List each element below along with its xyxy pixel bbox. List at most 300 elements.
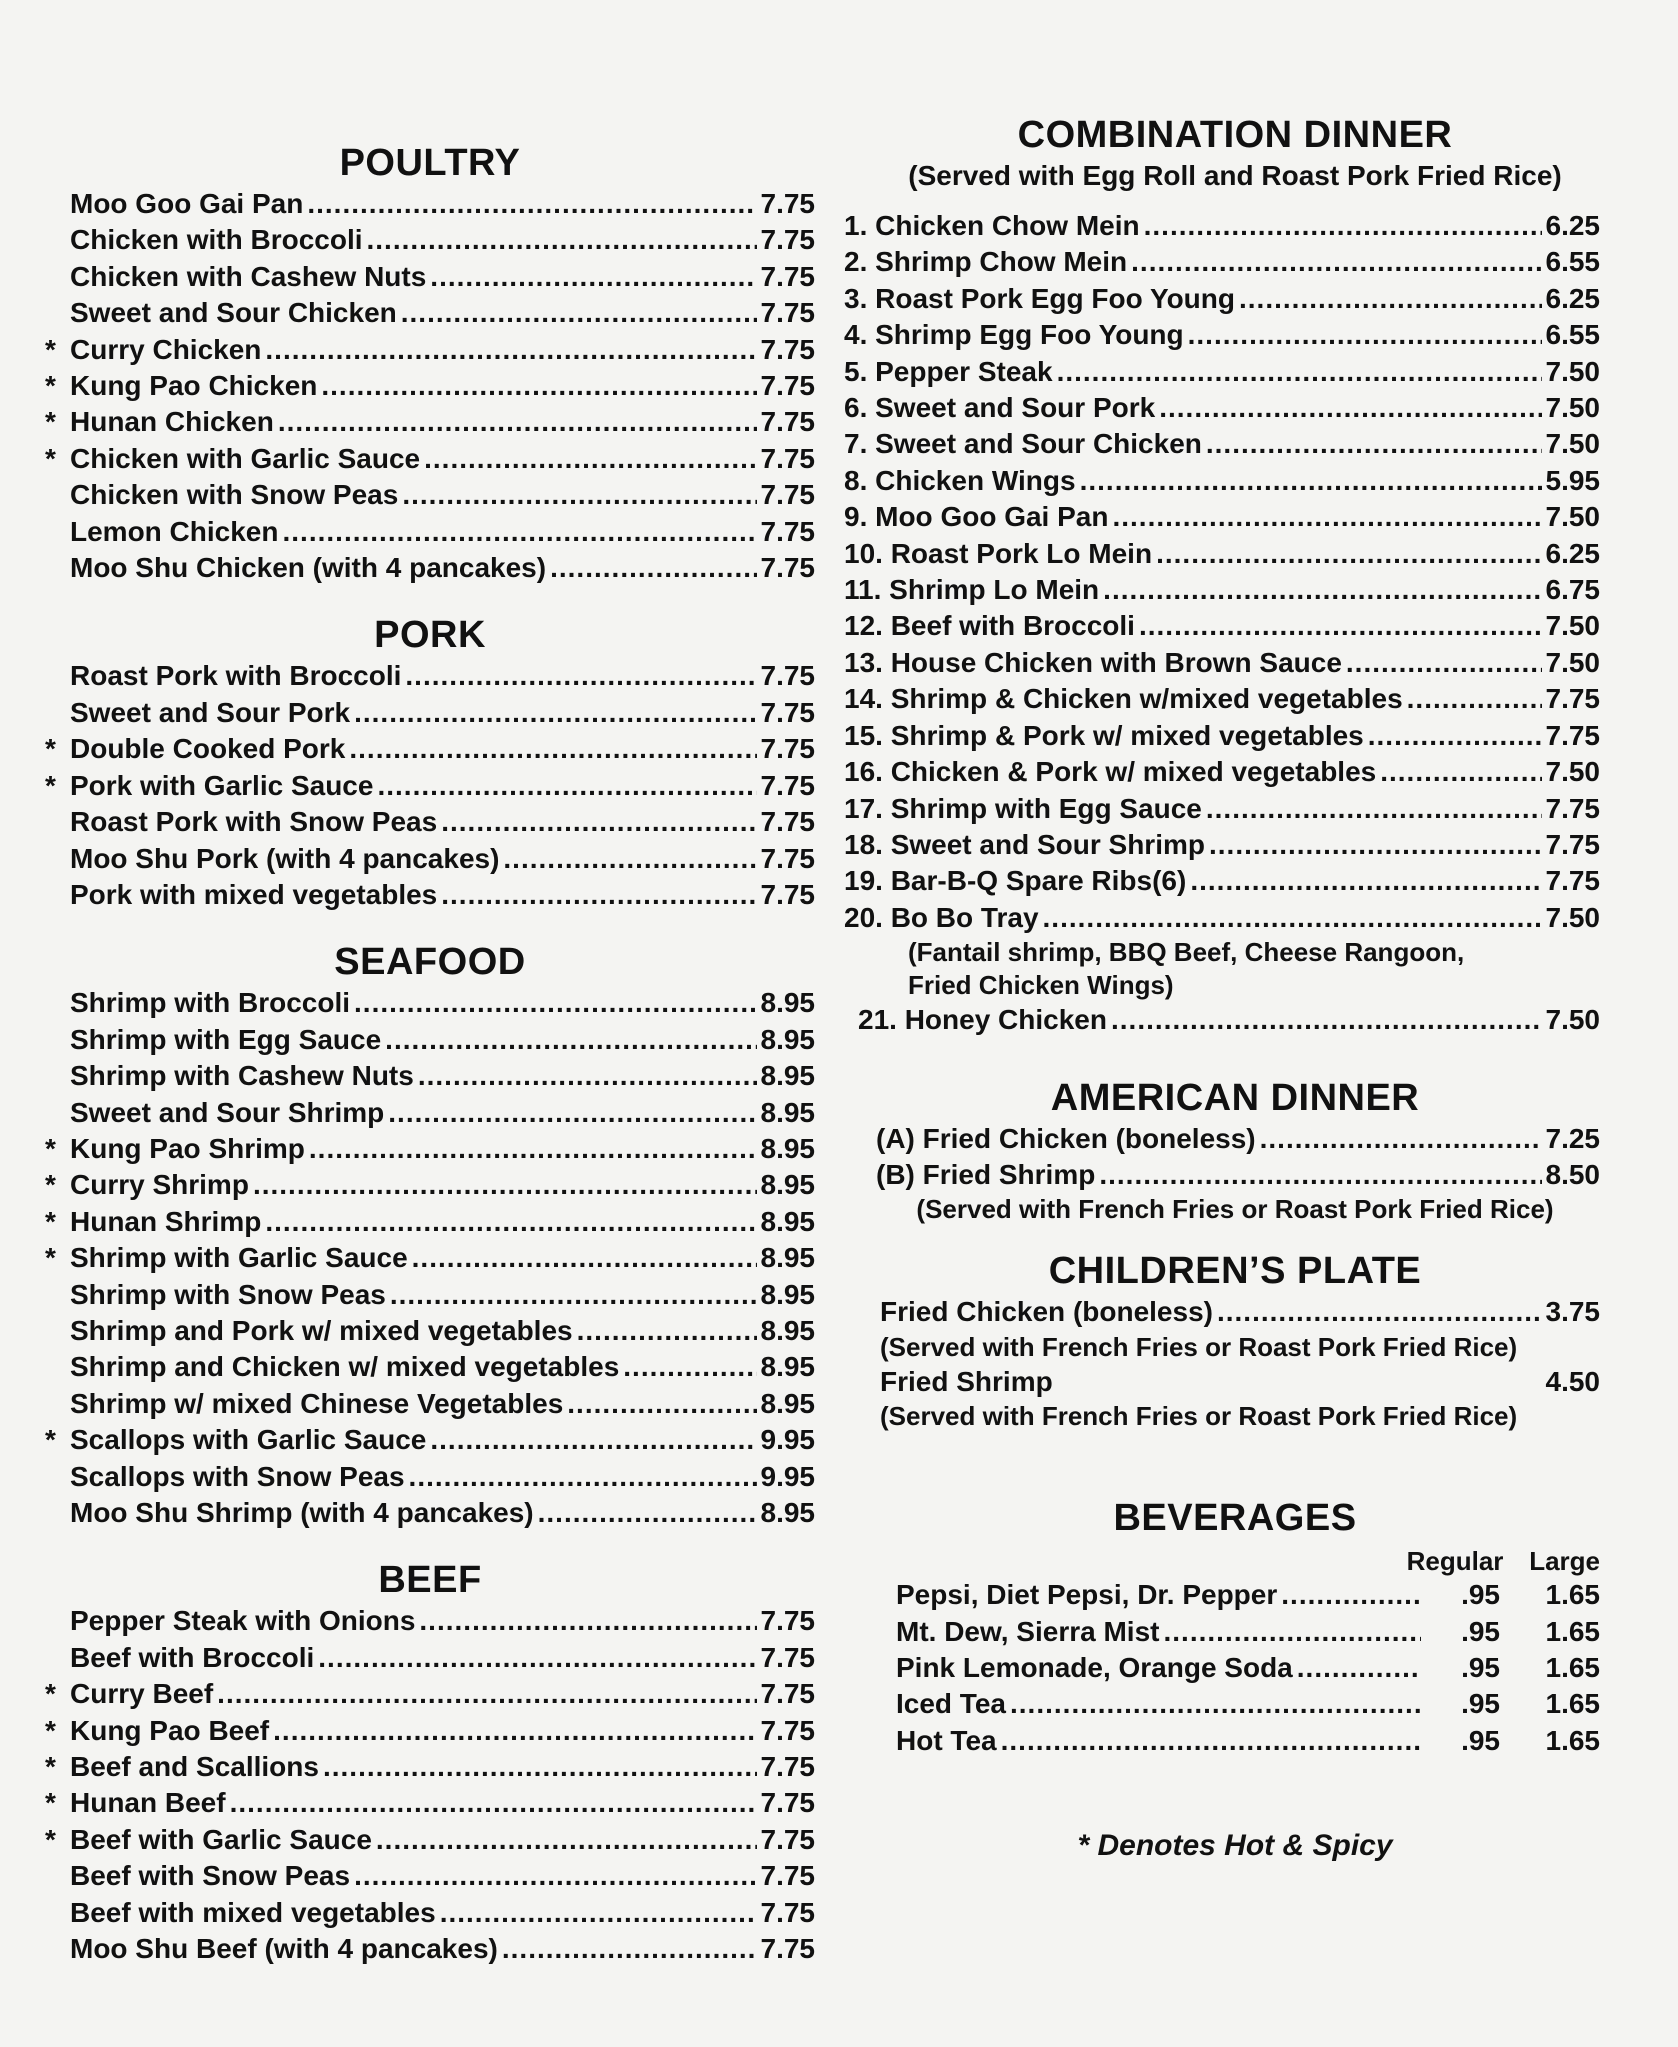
menu-item xyxy=(844,354,1600,390)
leader-dots xyxy=(217,1676,756,1712)
leader-dots xyxy=(1206,426,1542,462)
leader-dots xyxy=(376,1822,757,1858)
seafood-section xyxy=(45,939,815,1531)
leader-dots xyxy=(265,332,756,368)
beef-section xyxy=(45,1557,815,1967)
menu-item xyxy=(45,514,815,550)
item-list xyxy=(876,1121,1600,1194)
item-name: 1. Chicken Chow Mein xyxy=(844,210,1140,241)
section-subtitle: (Served with Egg Roll and Roast Pork Fried Rice) xyxy=(908,160,1562,191)
leader-dots xyxy=(273,1713,756,1749)
menu-item xyxy=(876,1157,1600,1193)
leader-dots xyxy=(349,731,756,767)
item-price: 7.75 xyxy=(1545,719,1600,751)
leader-dots xyxy=(405,658,756,694)
item-name: Beef with mixed vegetables xyxy=(70,1896,436,1928)
col-regular: Regular xyxy=(1406,1546,1504,1577)
item-price: 6.25 xyxy=(1545,537,1600,569)
hot-spicy-marker: * xyxy=(45,442,56,474)
item-name: Beef and Scallions xyxy=(70,1751,319,1783)
item-name: Sweet and Sour Chicken xyxy=(70,297,397,329)
hot-spicy-marker: * xyxy=(45,769,56,801)
menu-item xyxy=(45,804,815,840)
menu-item xyxy=(844,608,1600,644)
poultry-section xyxy=(45,140,815,586)
menu-item xyxy=(844,426,1600,462)
leader-dots xyxy=(567,1386,756,1422)
menu-item xyxy=(844,718,1600,754)
item-name: Moo Shu Shrimp (with 4 pancakes) xyxy=(70,1497,534,1528)
item-name: Sweet and Sour Shrimp xyxy=(70,1096,385,1128)
price-regular: .95 xyxy=(1461,1688,1500,1720)
item-price: 7.75 xyxy=(760,696,815,728)
menu-item xyxy=(45,1459,815,1495)
tray-note: (Fantail shrimp, BBQ Beef, Cheese Rangoon, xyxy=(908,937,1465,968)
item-price: 8.95 xyxy=(760,1387,815,1419)
price-regular: .95 xyxy=(1461,1615,1500,1647)
item-list xyxy=(844,208,1600,936)
beverage-list xyxy=(896,1577,1600,1759)
menu-item xyxy=(45,1131,815,1167)
beverage-name: Iced Tea xyxy=(896,1688,1006,1720)
item-price: 7.75 xyxy=(760,479,815,511)
item-name: Moo Shu Chicken (with 4 pancakes) xyxy=(70,552,547,584)
item-price: 7.50 xyxy=(1545,610,1600,642)
leader-dots xyxy=(388,1095,756,1131)
item-price: 8.95 xyxy=(760,1278,815,1310)
leader-dots xyxy=(354,985,756,1021)
menu-item xyxy=(844,681,1600,717)
leader-dots xyxy=(550,550,756,586)
price-large: 1.65 xyxy=(1545,1579,1600,1611)
item-name: Curry Shrimp xyxy=(70,1169,249,1201)
leader-dots xyxy=(577,1313,757,1349)
leader-dots xyxy=(503,841,756,877)
item-price: 7.75 xyxy=(760,406,815,438)
item-name: Shrimp and Pork w/ mixed vegetables xyxy=(70,1314,573,1346)
item-note: (Served with French Fries or Roast Pork Fried Rice) xyxy=(880,1401,1518,1432)
leader-dots xyxy=(1131,244,1541,280)
hot-spicy-marker: * xyxy=(45,733,56,765)
leader-dots xyxy=(1206,791,1542,827)
leader-dots xyxy=(441,877,756,913)
item-price: 6.25 xyxy=(1545,210,1600,241)
hot-spicy-marker: * xyxy=(45,406,56,438)
item-price: 7.75 xyxy=(1545,683,1600,715)
menu-item xyxy=(45,731,815,767)
item-list xyxy=(45,658,815,913)
item-price: 3.75 xyxy=(1545,1296,1600,1328)
menu-item xyxy=(844,281,1600,317)
leader-dots xyxy=(282,514,756,550)
item-name: Curry Chicken xyxy=(70,333,262,365)
leader-dots xyxy=(1297,1650,1421,1686)
leader-dots xyxy=(278,404,757,440)
menu-item xyxy=(45,1822,815,1858)
leader-dots xyxy=(538,1495,757,1531)
item-price: 7.75 xyxy=(760,333,815,365)
leader-dots xyxy=(1281,1577,1421,1613)
leader-dots xyxy=(1043,900,1542,936)
item-name: 4. Shrimp Egg Foo Young xyxy=(844,319,1184,351)
item-name: 11. Shrimp Lo Mein xyxy=(844,574,1100,606)
leader-dots xyxy=(230,1785,757,1821)
item-price: 7.75 xyxy=(760,878,815,910)
leader-dots xyxy=(1407,681,1542,717)
item-price: 7.75 xyxy=(760,1860,815,1892)
item-name: Hunan Chicken xyxy=(70,406,274,438)
menu-item xyxy=(844,754,1600,790)
menu-item xyxy=(45,877,815,913)
hot-spicy-marker: * xyxy=(45,333,56,365)
menu-item xyxy=(45,1749,815,1785)
item-name: 9. Moo Goo Gai Pan xyxy=(844,501,1109,533)
leader-dots xyxy=(419,1603,756,1639)
item-price: 7.75 xyxy=(1545,792,1600,824)
menu-item xyxy=(844,791,1600,827)
menu-item xyxy=(880,1364,1600,1400)
item-price: 8.95 xyxy=(760,1060,815,1092)
leader-dots xyxy=(1239,281,1542,317)
beverage-item xyxy=(896,1650,1600,1686)
item-list xyxy=(45,186,815,586)
menu-item xyxy=(45,1895,815,1931)
hot-spicy-marker: * xyxy=(45,1678,56,1710)
leader-dots xyxy=(1139,608,1542,644)
hot-spicy-marker: * xyxy=(45,1132,56,1164)
leader-dots xyxy=(323,1749,757,1785)
item-name: 21. Honey Chicken xyxy=(858,1004,1107,1036)
leader-dots xyxy=(409,1459,757,1495)
leader-dots xyxy=(1010,1686,1421,1722)
leader-dots xyxy=(1163,1614,1421,1650)
item-name: 7. Sweet and Sour Chicken xyxy=(844,428,1202,460)
combination-dinner-section xyxy=(840,112,1630,1039)
leader-dots xyxy=(318,1640,756,1676)
hot-spicy-marker: * xyxy=(45,1787,56,1819)
leader-dots xyxy=(1217,1294,1542,1330)
item-name: Pork with mixed vegetables xyxy=(70,878,438,910)
leader-dots xyxy=(354,695,756,731)
item-price: 4.50 xyxy=(1545,1365,1600,1397)
leader-dots xyxy=(321,368,756,404)
item-name: 17. Shrimp with Egg Sauce xyxy=(844,792,1202,824)
section-title: BEEF xyxy=(378,1559,482,1602)
beverage-name: Hot Tea xyxy=(896,1724,997,1756)
menu-item xyxy=(45,477,815,513)
beverage-item xyxy=(896,1723,1600,1759)
item-price: 7.75 xyxy=(760,1605,815,1637)
item-list xyxy=(45,1603,815,1967)
menu-item xyxy=(45,1931,815,1967)
item-name: (B) Fried Shrimp xyxy=(876,1158,1096,1190)
section-title: SEAFOOD xyxy=(334,941,526,984)
item-price: 7.75 xyxy=(760,660,815,692)
item-price: 7.75 xyxy=(760,370,815,402)
price-large: 1.65 xyxy=(1545,1724,1600,1756)
item-price: 7.75 xyxy=(760,442,815,474)
item-name: Shrimp with Snow Peas xyxy=(70,1278,386,1310)
menu-item xyxy=(45,1095,815,1131)
leader-dots xyxy=(1103,572,1541,608)
leader-dots xyxy=(424,441,756,477)
menu-item xyxy=(45,295,815,331)
item-price: 7.75 xyxy=(760,1787,815,1819)
leader-dots xyxy=(377,768,756,804)
menu-item xyxy=(45,1167,815,1203)
item-name: Shrimp w/ mixed Chinese Vegetables xyxy=(70,1387,564,1419)
leader-dots xyxy=(1111,1002,1542,1038)
menu-item xyxy=(844,390,1600,426)
menu-item xyxy=(45,1422,815,1458)
leader-dots xyxy=(1190,863,1541,899)
item-price: 7.75 xyxy=(760,1896,815,1928)
leader-dots xyxy=(418,1058,757,1094)
item-name: Chicken with Garlic Sauce xyxy=(70,442,421,474)
leader-dots xyxy=(402,477,756,513)
menu-item xyxy=(45,658,815,694)
item-name: Curry Beef xyxy=(70,1678,214,1710)
item-name: 3. Roast Pork Egg Foo Young xyxy=(844,282,1235,314)
menu-item xyxy=(844,244,1600,280)
item-name: Lemon Chicken xyxy=(70,515,279,547)
item-name: Scallops with Garlic Sauce xyxy=(70,1424,427,1456)
item-price: 5.95 xyxy=(1545,464,1600,496)
item-price: 7.75 xyxy=(760,1678,815,1710)
childrens-plate-section xyxy=(840,1248,1630,1433)
item-price: 7.75 xyxy=(760,188,815,219)
hot-spicy-marker: * xyxy=(45,1169,56,1201)
menu-item xyxy=(45,222,815,258)
item-name: Pork with Garlic Sauce xyxy=(70,769,374,801)
menu-item xyxy=(844,463,1600,499)
leader-dots xyxy=(1057,354,1542,390)
leader-dots xyxy=(430,1422,756,1458)
item-name: 20. Bo Bo Tray xyxy=(844,901,1039,933)
menu-item xyxy=(844,900,1600,936)
item-name: 18. Sweet and Sour Shrimp xyxy=(844,828,1205,860)
item-name: Moo Goo Gai Pan xyxy=(70,188,304,219)
leader-dots xyxy=(502,1931,757,1967)
item-name: Chicken with Snow Peas xyxy=(70,479,399,511)
item-name: Shrimp with Broccoli xyxy=(70,987,351,1019)
item-price: 7.75 xyxy=(760,260,815,292)
menu-item xyxy=(45,841,815,877)
menu-item xyxy=(45,1676,815,1712)
beverage-name: Pink Lemonade, Orange Soda xyxy=(896,1651,1293,1683)
menu-item xyxy=(45,441,815,477)
beverage-name: Mt. Dew, Sierra Mist xyxy=(896,1615,1160,1647)
item-price: 6.55 xyxy=(1545,246,1600,278)
leader-dots xyxy=(1260,1121,1542,1157)
beverage-item xyxy=(896,1577,1600,1613)
menu-item xyxy=(45,695,815,731)
menu-item xyxy=(45,1495,815,1531)
menu-item xyxy=(844,645,1600,681)
hot-spicy-marker: * xyxy=(45,1424,56,1456)
item-price: 7.75 xyxy=(760,1714,815,1746)
leader-dots xyxy=(1188,317,1542,353)
american-dinner-section xyxy=(840,1075,1630,1227)
hot-spicy-marker: * xyxy=(45,1242,56,1274)
menu-item xyxy=(844,863,1600,899)
menu-item xyxy=(45,1204,815,1240)
item-price: 7.75 xyxy=(760,842,815,874)
menu-item xyxy=(45,1349,815,1385)
item-price: 7.75 xyxy=(760,1823,815,1855)
item-price: 9.95 xyxy=(760,1424,815,1456)
item-price: 6.55 xyxy=(1545,319,1600,351)
item-price: 9.95 xyxy=(760,1460,815,1492)
menu-item xyxy=(844,536,1600,572)
menu-item xyxy=(844,317,1600,353)
item-name: Shrimp and Chicken w/ mixed vegetables xyxy=(70,1351,620,1383)
menu-item xyxy=(45,1386,815,1422)
item-price: 7.75 xyxy=(760,224,815,256)
price-large: 1.65 xyxy=(1545,1615,1600,1647)
menu-item xyxy=(45,1058,815,1094)
menu-item xyxy=(844,827,1600,863)
item-price: 8.95 xyxy=(760,987,815,1019)
item-price: 7.50 xyxy=(1545,355,1600,387)
leader-dots xyxy=(441,804,756,840)
leader-dots xyxy=(1001,1723,1421,1759)
menu-item xyxy=(844,572,1600,608)
item-price: 8.95 xyxy=(760,1096,815,1128)
item-name: 6. Sweet and Sour Pork xyxy=(844,392,1156,424)
item-name: Chicken with Broccoli xyxy=(70,224,363,256)
item-price: 8.95 xyxy=(760,1314,815,1346)
item-name: Roast Pork with Broccoli xyxy=(70,660,402,692)
leader-dots xyxy=(412,1240,757,1276)
leader-dots xyxy=(265,1204,756,1240)
item-name: 2. Shrimp Chow Mein xyxy=(844,246,1128,278)
menu-item xyxy=(45,1240,815,1276)
hot-spicy-marker: * xyxy=(45,1823,56,1855)
tray-note: Fried Chicken Wings) xyxy=(908,970,1174,1001)
price-regular: .95 xyxy=(1461,1724,1500,1756)
leader-dots xyxy=(385,1022,756,1058)
item-price: 7.75 xyxy=(760,297,815,329)
item-list xyxy=(45,985,815,1531)
section-title: CHILDREN’S PLATE xyxy=(1048,1250,1422,1293)
leader-dots xyxy=(307,186,756,222)
item-name: 12. Beef with Broccoli xyxy=(844,610,1135,642)
item-name: Chicken with Cashew Nuts xyxy=(70,260,427,292)
item-price: 7.75 xyxy=(760,1933,815,1965)
leader-dots xyxy=(1209,827,1542,863)
item-price: 8.95 xyxy=(760,1351,815,1383)
item-name: 10. Roast Pork Lo Mein xyxy=(844,537,1153,569)
menu-item xyxy=(45,1713,815,1749)
item-name: 15. Shrimp & Pork w/ mixed vegetables xyxy=(844,719,1364,751)
item-price: 7.75 xyxy=(760,769,815,801)
right-column xyxy=(840,112,1630,1863)
menu-item xyxy=(880,1294,1600,1330)
hot-spicy-footnote: * Denotes Hot & Spicy xyxy=(1077,1829,1393,1863)
item-price: 7.75 xyxy=(1545,828,1600,860)
beverages-section xyxy=(840,1495,1630,1759)
leader-dots xyxy=(1159,390,1541,426)
item-name: Moo Shu Beef (with 4 pancakes) xyxy=(70,1933,498,1965)
hot-spicy-marker: * xyxy=(45,1205,56,1237)
price-large: 1.65 xyxy=(1545,1651,1600,1683)
item-price: 7.50 xyxy=(1545,501,1600,533)
menu-item xyxy=(45,332,815,368)
item-price: 7.50 xyxy=(1545,646,1600,678)
item-name: 5. Pepper Steak xyxy=(844,355,1053,387)
menu-item xyxy=(45,1022,815,1058)
leader-dots xyxy=(1380,754,1541,790)
leader-dots xyxy=(367,222,757,258)
item-name: 13. House Chicken with Brown Sauce xyxy=(844,646,1342,678)
menu-item xyxy=(45,1277,815,1313)
price-regular: .95 xyxy=(1461,1579,1500,1611)
price-large: 1.65 xyxy=(1545,1688,1600,1720)
item-price: 7.75 xyxy=(760,1641,815,1673)
item-name: Shrimp with Cashew Nuts xyxy=(70,1060,414,1092)
leader-dots xyxy=(309,1131,757,1167)
item-name: Shrimp with Egg Sauce xyxy=(70,1023,382,1055)
left-column xyxy=(45,140,815,1967)
menu-item xyxy=(45,1785,815,1821)
price-regular: .95 xyxy=(1461,1651,1500,1683)
item-name: Roast Pork with Snow Peas xyxy=(70,806,438,838)
col-large: Large xyxy=(1529,1546,1600,1577)
menu-item xyxy=(45,259,815,295)
leader-dots xyxy=(253,1167,757,1203)
menu-item xyxy=(45,186,815,222)
beverage-item xyxy=(896,1614,1600,1650)
item-price: 6.25 xyxy=(1545,282,1600,314)
item-name: Hunan Beef xyxy=(70,1787,226,1819)
hot-spicy-marker: * xyxy=(45,1751,56,1783)
beverage-size-header xyxy=(896,1545,1600,1577)
menu-item xyxy=(45,1640,815,1676)
item-name: Kung Pao Beef xyxy=(70,1714,270,1746)
item-name: 16. Chicken & Pork w/ mixed vegetables xyxy=(844,756,1377,788)
item-name: Fried Chicken (boneless) xyxy=(880,1296,1213,1328)
item-price: 8.95 xyxy=(760,1023,815,1055)
item-price: 8.95 xyxy=(760,1497,815,1528)
section-title: COMBINATION DINNER xyxy=(1017,114,1453,156)
item-name: Kung Pao Chicken xyxy=(70,370,318,402)
leader-dots xyxy=(440,1895,757,1931)
item-name: (A) Fried Chicken (boneless) xyxy=(876,1122,1256,1154)
menu-item xyxy=(876,1121,1600,1157)
leader-dots xyxy=(1099,1157,1541,1193)
item-name: Beef with Broccoli xyxy=(70,1641,315,1673)
item-name: Beef with Garlic Sauce xyxy=(70,1823,372,1855)
item-price: 7.50 xyxy=(1545,1004,1600,1036)
item-name: 19. Bar-B-Q Spare Ribs(6) xyxy=(844,865,1187,897)
beverage-item xyxy=(896,1686,1600,1722)
item-price: 7.75 xyxy=(760,733,815,765)
item-price: 7.50 xyxy=(1545,901,1600,933)
hot-spicy-marker: * xyxy=(45,370,56,402)
menu-item xyxy=(45,404,815,440)
item-name: Beef with Snow Peas xyxy=(70,1860,351,1892)
item-price: 6.75 xyxy=(1545,574,1600,606)
item-price: 8.95 xyxy=(760,1242,815,1274)
menu-item xyxy=(45,985,815,1021)
item-name: Shrimp with Garlic Sauce xyxy=(70,1242,408,1274)
item-price: 7.75 xyxy=(760,1751,815,1783)
menu-item xyxy=(45,368,815,404)
beverage-name: Pepsi, Diet Pepsi, Dr. Pepper xyxy=(896,1579,1278,1611)
item-name: Sweet and Sour Pork xyxy=(70,696,351,728)
leader-dots xyxy=(1368,718,1542,754)
